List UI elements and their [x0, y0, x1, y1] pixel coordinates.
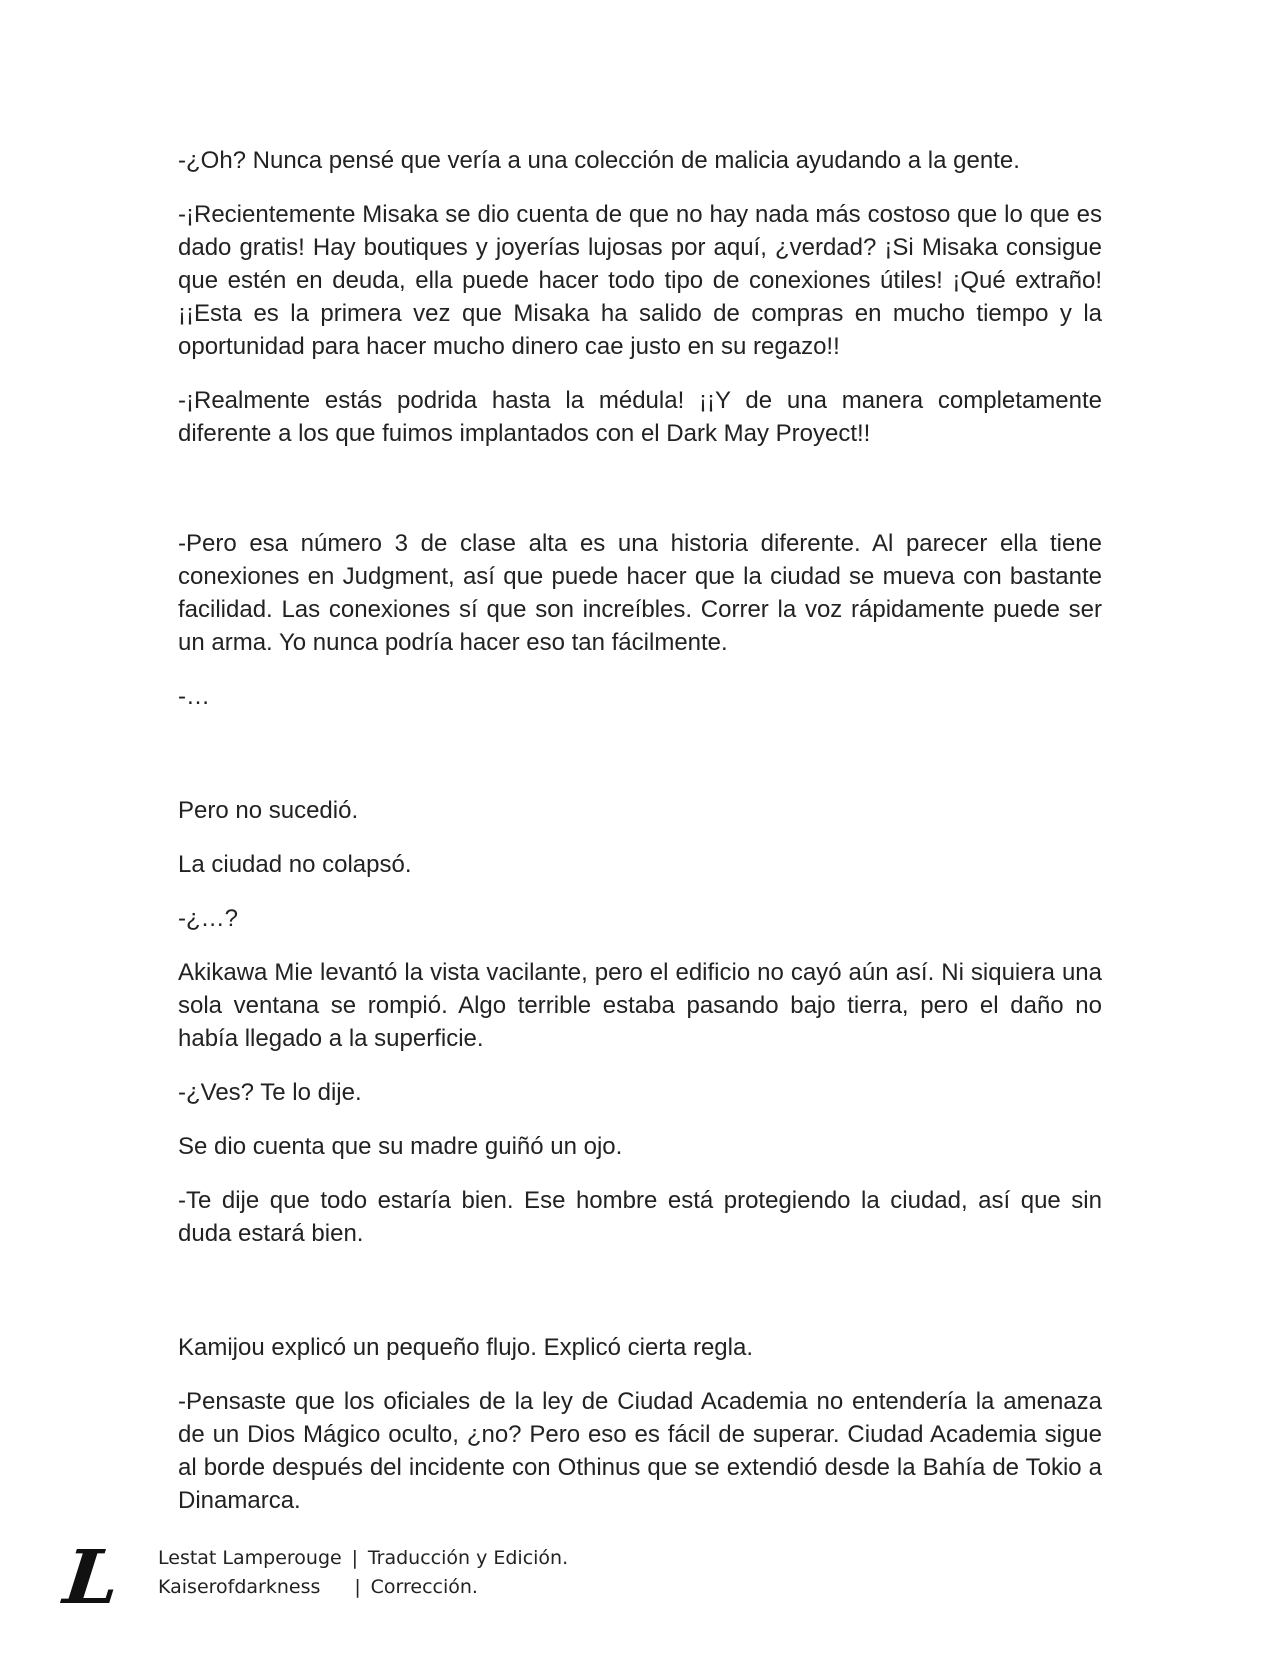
document-body — [178, 144, 1102, 1538]
paragraph: -¿…? — [178, 905, 238, 932]
gothic-l-logo-icon: L — [59, 1535, 124, 1621]
paragraph: -Te dije que todo estaría bien. Ese hombre está protegiendo la ciudad, así que sin duda estará bien. — [178, 1187, 1102, 1247]
credit-role: Corrección. — [370, 1576, 478, 1598]
paragraph: -¿Ves? Te lo dije. — [178, 1079, 362, 1106]
paragraph: Se dio cuenta que su madre guiñó un ojo. — [178, 1133, 623, 1160]
credits-block — [158, 1544, 568, 1602]
section-break — [178, 471, 1102, 527]
paragraph: -¿Oh? Nunca pensé que vería a una colección de malicia ayudando a la gente. — [178, 147, 1020, 174]
paragraph: -¡Recientemente Misaka se dio cuenta de que no hay nada más costoso que lo que es dado gratis! Hay boutiques y joyerías lujosas por aquí, ¿verdad? ¡Si Misaka consigue que estén en deuda, ella puede hacer todo tipo de conexiones útiles! ¡Qué extraño! ¡¡Esta es la primera vez que Misaka ha salido de compras en mucho tiempo y la oportunidad para hacer mucho dinero cae justo en su regazo!! — [178, 201, 1102, 360]
credit-role: Traducción y Edición. — [367, 1547, 569, 1569]
paragraph: -¡Realmente estás podrida hasta la médula! ¡¡Y de una manera completamente diferente a los que fuimos implantados con el Dark May Proyect!! — [178, 387, 1102, 447]
paragraph: -Pensaste que los oficiales de la ley de Ciudad Academia no entendería la amenaza de un Dios Mágico oculto, ¿no? Pero eso es fácil de superar. Ciudad Academia sigue al borde después del incidente con Othinus que se extendió desde la Bahía de Tokio a Dinamarca. — [178, 1388, 1102, 1514]
credit-name: Lestat Lamperouge — [158, 1547, 342, 1569]
paragraph: -Pero esa número 3 de clase alta es una historia diferente. Al parecer ella tiene conexiones en Judgment, así que puede hacer que la ciudad se mueva con bastante facilidad. Las conexiones sí que son increíbles. Correr la voz rápidamente puede ser un arma. Yo nunca podría hacer eso tan fácilmente. — [178, 530, 1102, 656]
credit-name: Kaiserofdarkness — [158, 1576, 321, 1598]
paragraph: Akikawa Mie levantó la vista vacilante, pero el edificio no cayó aún así. Ni siquiera una sola ventana se rompió. Algo terrible estaba pasando bajo tierra, pero el daño no había llegado a la superficie. — [178, 959, 1102, 1052]
section-break — [178, 1271, 1102, 1331]
paragraph: La ciudad no colapsó. — [178, 851, 412, 878]
section-break — [178, 734, 1102, 794]
page-footer — [59, 1535, 966, 1621]
credit-separator: | — [351, 1547, 358, 1569]
paragraph: Kamijou explicó un pequeño flujo. Explicó cierta regla. — [178, 1334, 754, 1361]
credit-row — [158, 1573, 568, 1602]
credit-row — [158, 1544, 568, 1573]
paragraph: Pero no sucedió. — [178, 797, 359, 824]
credit-separator: | — [354, 1576, 361, 1598]
paragraph: -… — [178, 683, 210, 710]
